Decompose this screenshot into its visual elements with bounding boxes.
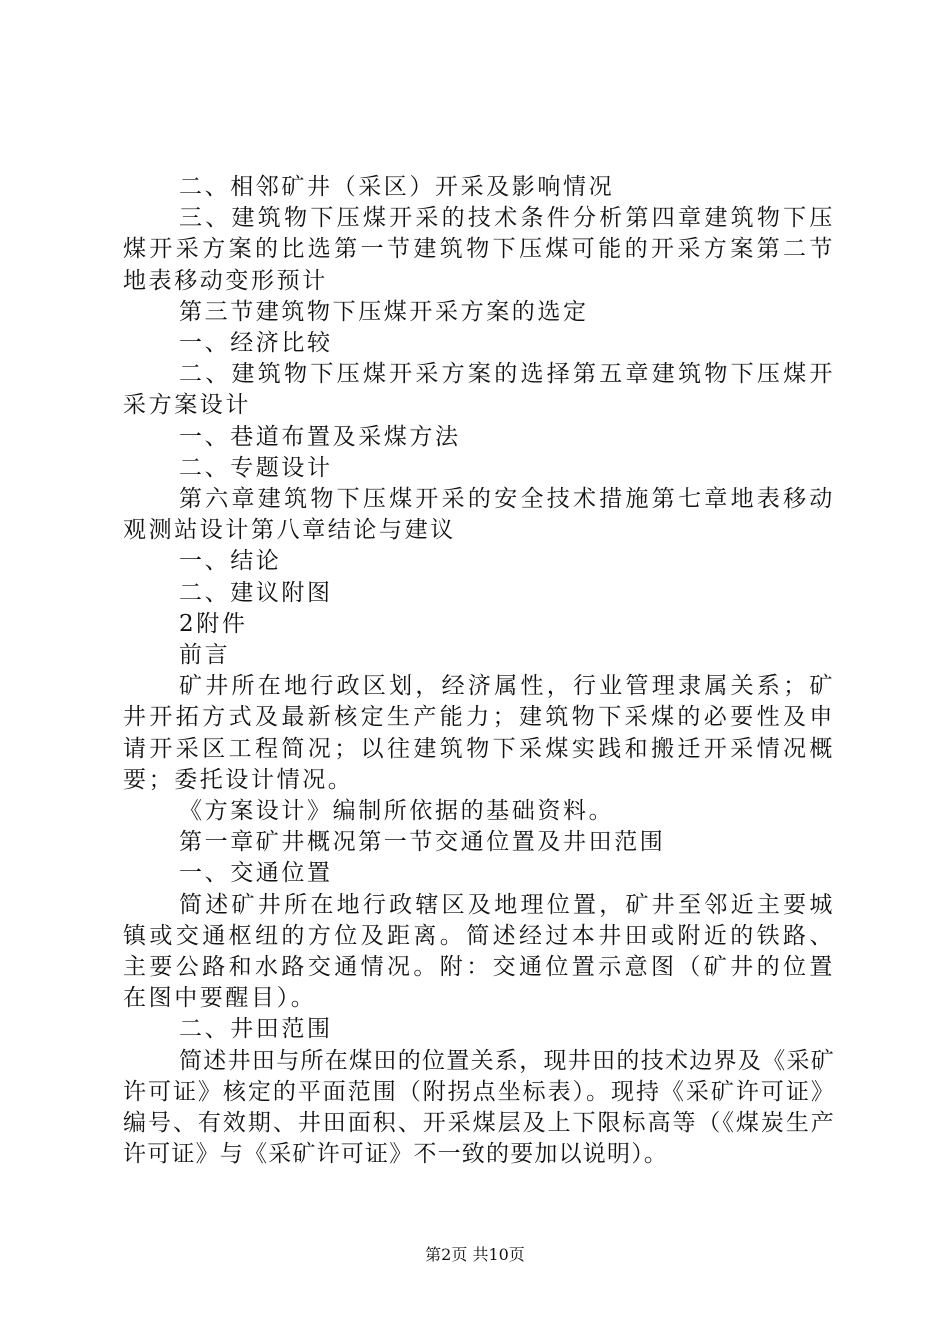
paragraph: 一、交通位置 [179,860,333,887]
paragraph: 二、相邻矿井（采区）开采及影响情况 [179,174,615,200]
paragraph: 第六章建筑物下压煤开采的安全技术措施第七章地表移动观测站设计第八章结论与建议 [123,486,835,544]
paragraph: 2附件 [179,610,248,637]
page-footer: 第2页 共10页 [425,1245,525,1264]
paragraph: 二、建筑物下压煤开采方案的选择第五章建筑物下压煤开采方案设计 [123,361,835,419]
paragraph: 前言 [179,642,231,669]
paragraph: 简述矿井所在地行政辖区及地理位置，矿井至邻近主要城镇或交通枢纽的方位及距离。简述经过本井田或附近的铁路、主要公路和水路交通情况。附：交通位置示意图（矿井的位置在图中要醒目）。 [123,891,835,1012]
paragraph: 三、建筑物下压煤开采的技术条件分析第四章建筑物下压煤开采方案的比选第一节建筑物下压煤可能的开采方案第二节地表移动变形预计 [123,205,835,294]
paragraph: 矿井所在地行政区划，经济属性，行业管理隶属关系；矿井开拓方式及最新核定生产能力；建筑物下采煤的必要性及申请开采区工程简况；以往建筑物下采煤实践和搬迁开采情况概要；委托设计情况。 [123,673,835,793]
paragraph: 一、经济比较 [179,330,333,357]
document-body [123,172,835,1171]
paragraph: 一、巷道布置及采煤方法 [179,423,461,450]
paragraph: 二、井田范围 [179,1016,333,1043]
paragraph: 二、专题设计 [179,454,333,481]
paragraph: 一、结论 [179,548,282,575]
paragraph: 二、建议附图 [179,579,333,606]
paragraph: 简述井田与所在煤田的位置关系，现井田的技术边界及《采矿许可证》核定的平面范围（附拐点坐标表）。现持《采矿许可证》编号、有效期、井田面积、开采煤层及上下限标高等（《煤炭生产许可证》与《采矿许可证》不一致的要加以说明）。 [123,1047,835,1168]
paragraph: 第一章矿井概况第一节交通位置及井田范围 [179,829,666,856]
paragraph: 《方案设计》编制所依据的基础资料。 [179,798,615,825]
paragraph: 第三节建筑物下压煤开采方案的选定 [179,298,589,325]
